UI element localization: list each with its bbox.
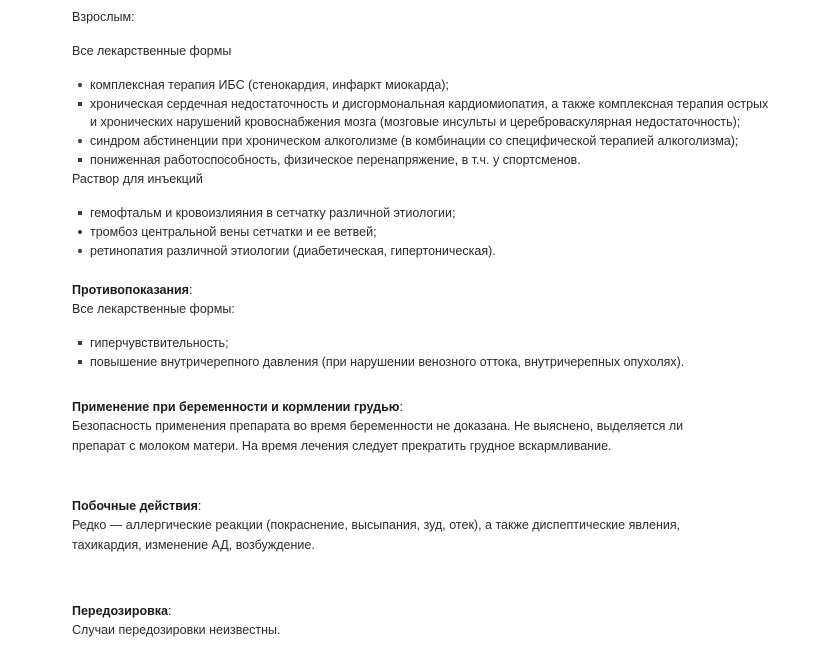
list-item: повышение внутричерепного давления (при нарушении венозного оттока, внутричерепных опухолях). [72, 353, 772, 371]
spacer [72, 483, 772, 497]
list-item: гемофтальм и кровоизлияния в сетчатку различной этиологии; [72, 204, 772, 222]
side-effects-text-line-1: Редко — аллергические реакции (покраснение, высыпания, зуд, отек), а также диспептические явления, [72, 518, 681, 532]
list-item: хроническая сердечная недостаточность и дисгормональная кардиомиопатия, а также комплексная терапия острых и хронических нарушений кровоснабжения мозга (мозговые инсульты и цереброваскулярная недостаточность); [72, 95, 772, 131]
spacer [72, 320, 772, 334]
overdose-text: Случаи передозировки неизвестны. [72, 623, 281, 637]
colon: : [197, 499, 202, 513]
side-effects-section [72, 497, 772, 554]
indications-all-forms-list [72, 76, 772, 169]
contraindications-title: Противопоказания [72, 283, 189, 297]
overdose-title: Передозировка [72, 604, 168, 618]
spacer [72, 28, 772, 42]
list-item: тромбоз центральной вены сетчатки и ее ветвей; [72, 223, 772, 241]
injection-solution-label: Раствор для инъекций [72, 172, 203, 186]
side-effects-text-line-2: тахикардия, изменение АД, возбуждение. [72, 538, 315, 552]
spacer [72, 556, 772, 582]
side-effects-title: Побочные действия [72, 499, 198, 513]
spacer [72, 457, 772, 483]
pregnancy-text-line-1: Безопасность применения препарата во время беременности не доказана. Не выяснено, выделяется ли [72, 419, 684, 433]
colon: : [168, 604, 172, 618]
injection-solution-list [72, 204, 772, 260]
audience-label: Взрослым: [72, 10, 135, 24]
pregnancy-title: Применение при беременности и кормлении грудью [72, 400, 400, 414]
spacer [72, 62, 772, 76]
list-item: ретинопатия различной этиологии (диабетическая, гипертоническая). [72, 242, 772, 260]
overdose-section [72, 602, 772, 639]
spacer [72, 261, 772, 281]
colon: : [188, 283, 193, 297]
contraindications-subtitle: Все лекарственные формы: [72, 302, 235, 316]
side-effects-heading [72, 497, 772, 515]
contraindications-section [72, 281, 772, 371]
intro-section [72, 8, 772, 60]
spacer [72, 190, 772, 204]
spacer [72, 372, 772, 398]
pregnancy-text-line-2: препарат с молоком матери. На время лечения следует прекратить грудное вскармливание. [72, 439, 612, 453]
pregnancy-section [72, 398, 772, 455]
list-item: синдром абстиненции при хроническом алкоголизме (в комбинации со специфической терапией алкоголизма); [72, 132, 772, 150]
list-item: пониженная работоспособность, физическое перенапряжение, в т.ч. у спортсменов. [72, 151, 772, 169]
list-item: гиперчувствительность; [72, 334, 772, 352]
contraindications-heading [72, 281, 772, 299]
pregnancy-heading [72, 398, 772, 416]
all-forms-label: Все лекарственные формы [72, 44, 232, 58]
spacer [72, 582, 772, 602]
list-item: комплексная терапия ИБС (стенокардия, инфаркт миокарда); [72, 76, 772, 94]
colon: : [399, 400, 403, 414]
overdose-heading [72, 602, 772, 620]
contraindications-list [72, 334, 772, 371]
